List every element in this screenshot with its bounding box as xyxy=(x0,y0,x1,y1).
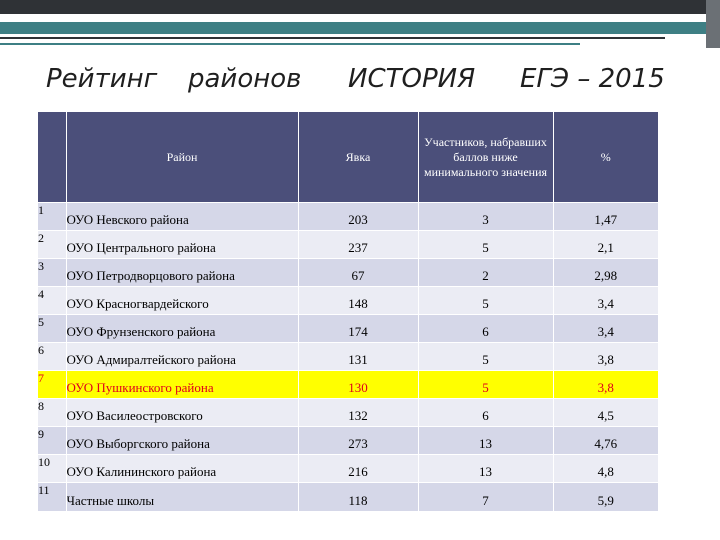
table-row xyxy=(38,203,658,231)
below-min-cell: 6 xyxy=(418,315,553,343)
percent-cell: 4,76 xyxy=(553,427,658,455)
turnout-cell: 132 xyxy=(298,399,418,427)
district-cell: ОУО Василеостровского xyxy=(66,399,298,427)
below-min-cell: 5 xyxy=(418,371,553,399)
below-min-cell: 7 xyxy=(418,483,553,511)
row-number: 11 xyxy=(38,483,66,511)
below-min-cell: 5 xyxy=(418,287,553,315)
header-below-min: Участников, набравших баллов ниже минимального значения xyxy=(418,112,553,203)
district-cell: ОУО Петродворцового района xyxy=(66,259,298,287)
title-subject: ИСТОРИЯ xyxy=(348,64,476,94)
turnout-cell: 203 xyxy=(298,203,418,231)
turnout-cell: 273 xyxy=(298,427,418,455)
row-number: 4 xyxy=(38,287,66,315)
below-min-cell: 13 xyxy=(418,427,553,455)
percent-cell: 3,8 xyxy=(553,343,658,371)
title-word: районов xyxy=(188,64,302,94)
district-cell: ОУО Калининского района xyxy=(66,455,298,483)
rating-table xyxy=(38,112,658,511)
percent-cell: 1,47 xyxy=(553,203,658,231)
row-number: 1 xyxy=(38,203,66,231)
percent-cell: 2,98 xyxy=(553,259,658,287)
percent-cell: 4,5 xyxy=(553,399,658,427)
corner-decor xyxy=(706,0,720,48)
district-cell: ОУО Красногвардейского xyxy=(66,287,298,315)
row-number: 10 xyxy=(38,455,66,483)
table-header-row xyxy=(38,112,658,203)
below-min-cell: 13 xyxy=(418,455,553,483)
district-cell: ОУО Центрального района xyxy=(66,231,298,259)
percent-cell: 3,8 xyxy=(553,371,658,399)
percent-cell: 4,8 xyxy=(553,455,658,483)
slide-title xyxy=(0,64,720,104)
below-min-cell: 5 xyxy=(418,343,553,371)
district-cell: ОУО Выборгского района xyxy=(66,427,298,455)
decor-line xyxy=(0,37,665,39)
row-number: 7 xyxy=(38,371,66,399)
row-number: 9 xyxy=(38,427,66,455)
top-decor-bar xyxy=(0,0,720,14)
turnout-cell: 216 xyxy=(298,455,418,483)
turnout-cell: 174 xyxy=(298,315,418,343)
percent-cell: 5,9 xyxy=(553,483,658,511)
table-row xyxy=(38,315,658,343)
header-turnout: Явка xyxy=(298,112,418,203)
percent-cell: 3,4 xyxy=(553,287,658,315)
row-number: 8 xyxy=(38,399,66,427)
turnout-cell: 118 xyxy=(298,483,418,511)
header-percent: % xyxy=(553,112,658,203)
title-word: Рейтинг xyxy=(46,64,158,94)
top-accent-bar xyxy=(0,22,720,34)
table-row xyxy=(38,427,658,455)
row-number: 3 xyxy=(38,259,66,287)
below-min-cell: 6 xyxy=(418,399,553,427)
table-row xyxy=(38,371,658,399)
header-district: Район xyxy=(66,112,298,203)
below-min-cell: 5 xyxy=(418,231,553,259)
turnout-cell: 148 xyxy=(298,287,418,315)
table-row xyxy=(38,483,658,511)
district-cell: ОУО Адмиралтейского района xyxy=(66,343,298,371)
district-cell: ОУО Невского района xyxy=(66,203,298,231)
table-row xyxy=(38,343,658,371)
table-row xyxy=(38,399,658,427)
table-row xyxy=(38,455,658,483)
table-row xyxy=(38,259,658,287)
title-exam: ЕГЭ – 2015 xyxy=(520,64,665,94)
table-row xyxy=(38,231,658,259)
row-number: 5 xyxy=(38,315,66,343)
percent-cell: 2,1 xyxy=(553,231,658,259)
turnout-cell: 237 xyxy=(298,231,418,259)
row-number: 2 xyxy=(38,231,66,259)
row-number: 6 xyxy=(38,343,66,371)
turnout-cell: 67 xyxy=(298,259,418,287)
turnout-cell: 131 xyxy=(298,343,418,371)
decor-line xyxy=(0,43,580,45)
table-row xyxy=(38,287,658,315)
below-min-cell: 3 xyxy=(418,203,553,231)
district-cell: ОУО Пушкинского района xyxy=(66,371,298,399)
district-cell: ОУО Фрунзенского района xyxy=(66,315,298,343)
header-num xyxy=(38,112,66,203)
below-min-cell: 2 xyxy=(418,259,553,287)
district-cell: Частные школы xyxy=(66,483,298,511)
percent-cell: 3,4 xyxy=(553,315,658,343)
turnout-cell: 130 xyxy=(298,371,418,399)
